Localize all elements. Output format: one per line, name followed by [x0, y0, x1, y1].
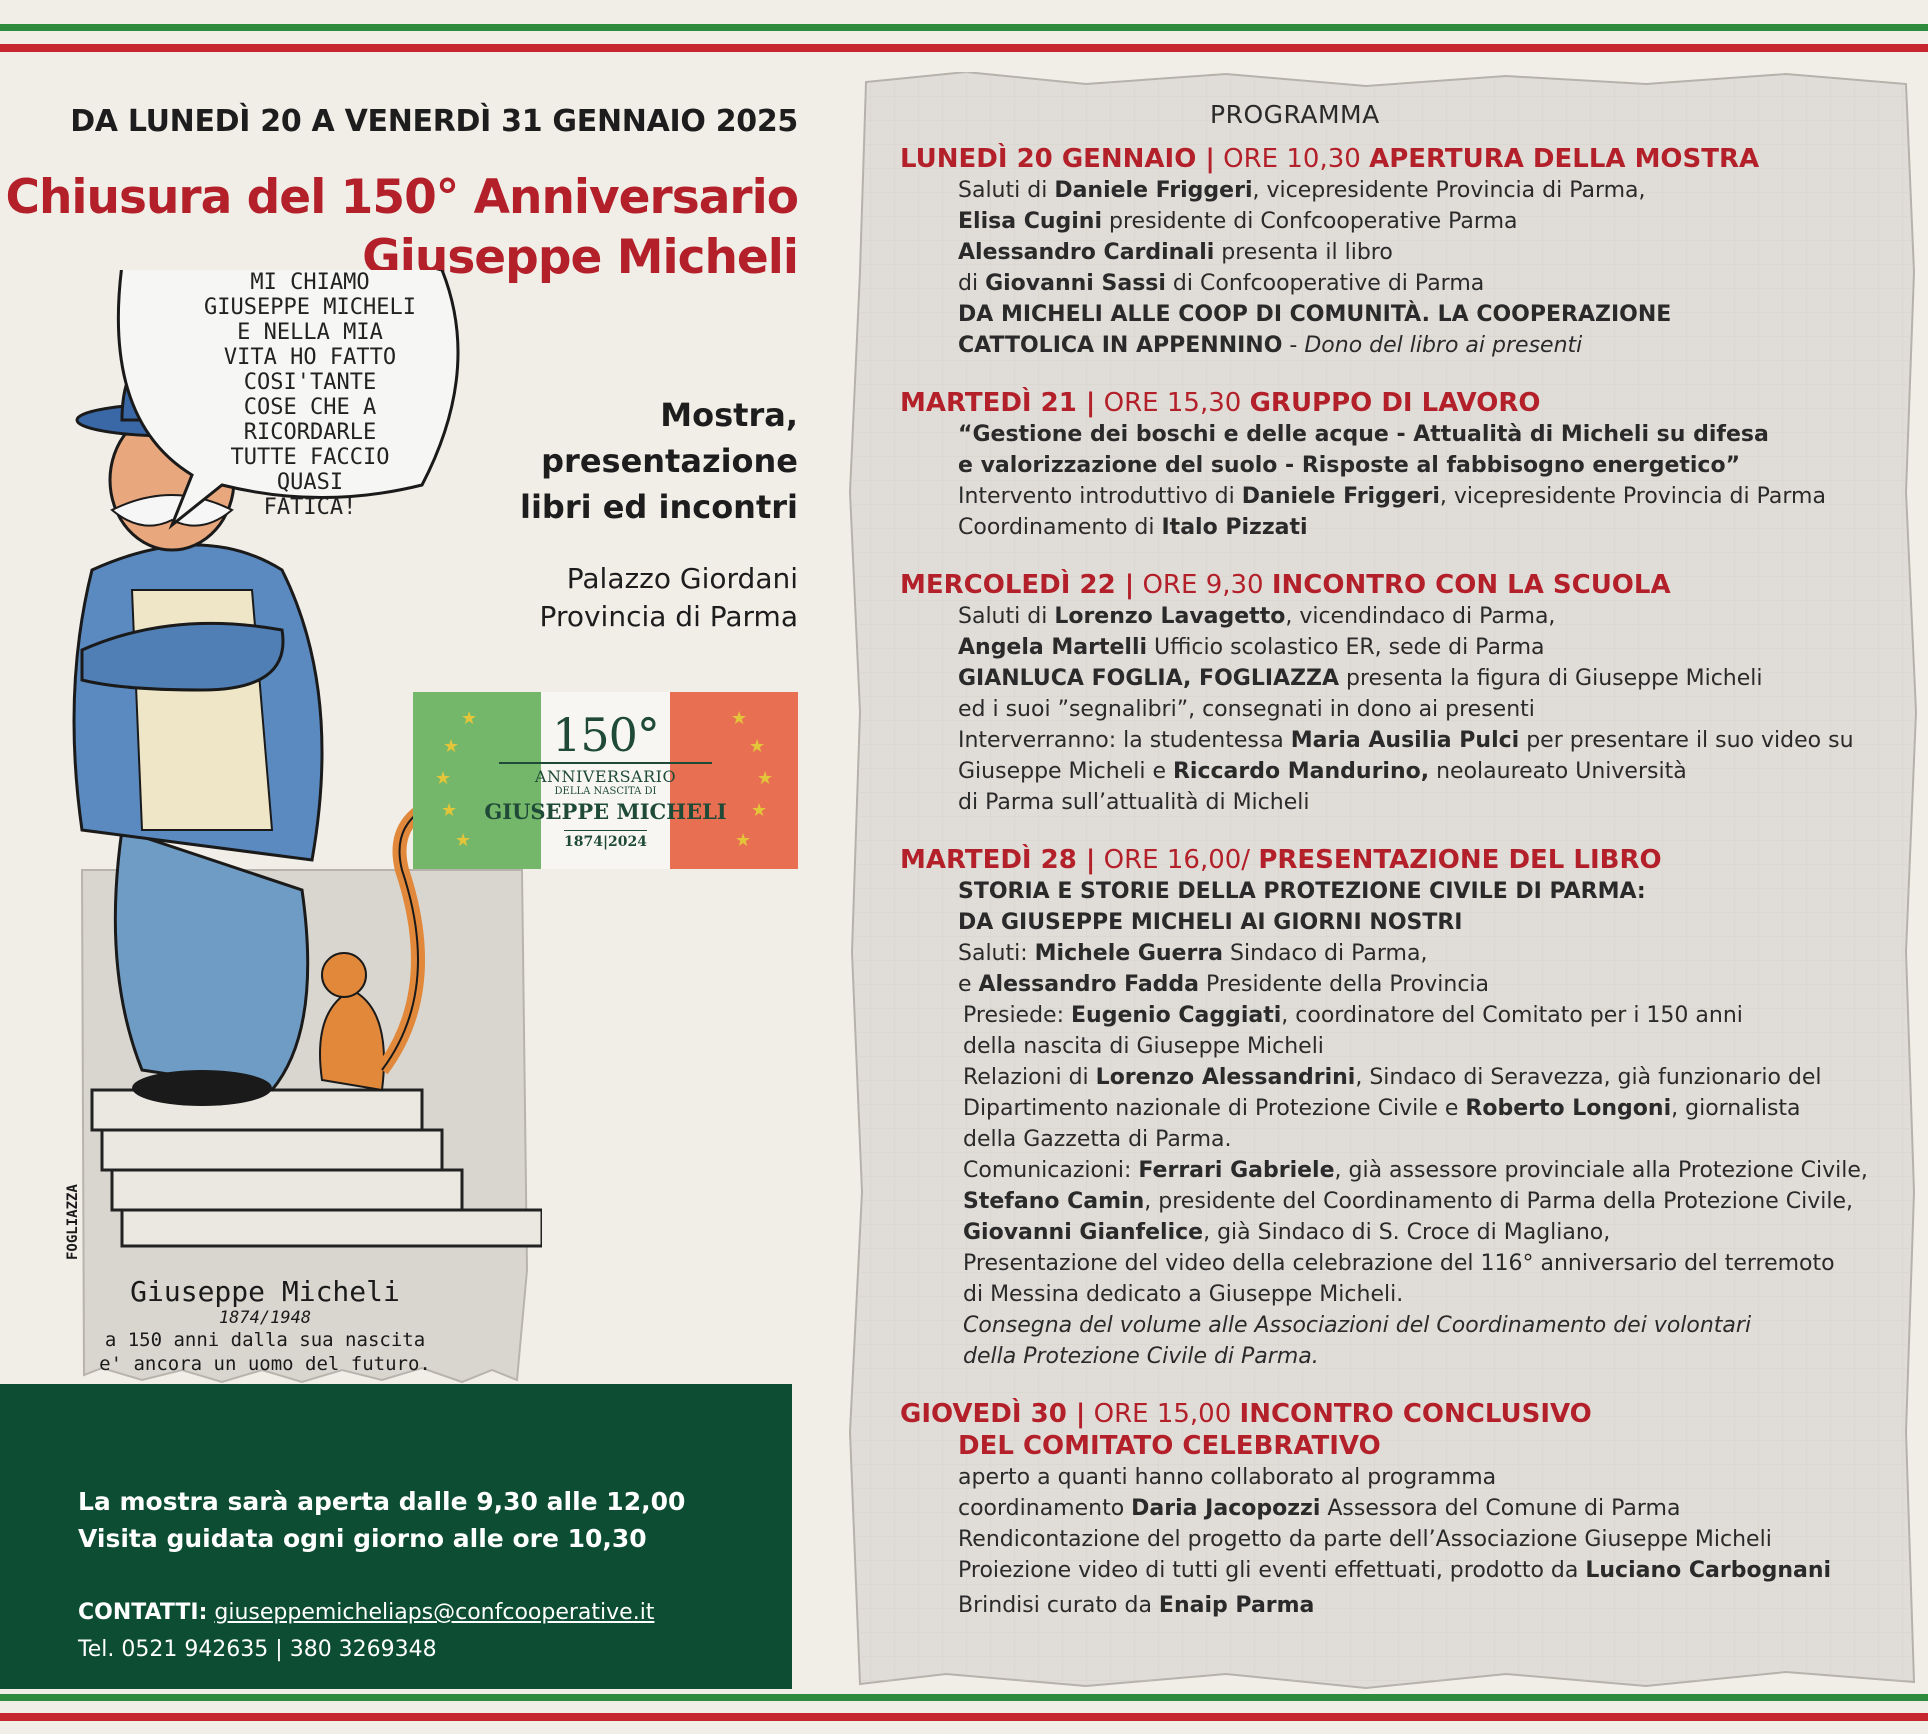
event-time: ORE 10,30	[1223, 144, 1361, 174]
star-icon: ★	[757, 768, 774, 789]
guided-tour-line: Visita guidata ogni giorno alle ore 10,30	[78, 1524, 647, 1553]
text: Dipartimento nazionale di Protezione Civile e	[963, 1096, 1466, 1121]
event-header	[900, 844, 1900, 876]
contacts	[78, 1594, 654, 1668]
book-title: DA GIUSEPPE MICHELI AI GIORNI NOSTRI	[958, 910, 1463, 935]
logo-number: 150°	[552, 708, 659, 762]
bubble-line: RICORDARLE	[243, 420, 377, 445]
program-event	[900, 1398, 1900, 1621]
text: Presidente della Provincia	[1199, 972, 1490, 997]
program-event	[900, 387, 1900, 543]
text: presenta il libro	[1214, 240, 1393, 265]
event-body	[900, 601, 1900, 818]
star-icon: ★	[735, 830, 752, 851]
event-day: MARTEDÌ 28 |	[900, 845, 1096, 875]
speaker-name: Maria Ausilia Pulci	[1290, 728, 1520, 753]
event-subtitle	[520, 392, 798, 530]
star-icon: ★	[443, 736, 460, 757]
star-icon: ★	[751, 800, 768, 821]
text: , già Sindaco di S. Croce di Magliano,	[1203, 1220, 1611, 1245]
event-body	[900, 419, 1900, 543]
text: Assessora del Comune di Parma	[1320, 1496, 1681, 1521]
venue	[540, 560, 798, 636]
text: , presidente del Coordinamento di Parma della Protezione Civile,	[1144, 1189, 1854, 1214]
speaker-name: Lorenzo Alessandrini	[1095, 1065, 1356, 1090]
text: , vicepresidente Provincia di Parma	[1439, 484, 1826, 509]
speaker-name: Daniele Friggeri	[1241, 484, 1440, 509]
speaker-name: Alessandro Fadda	[978, 972, 1200, 997]
text: di Confcooperative di Parma	[1165, 271, 1485, 296]
bubble-line: QUASI	[276, 470, 344, 495]
bubble-line: COSI'TANTE	[243, 370, 377, 395]
speaker-name: Ferrari Gabriele	[1138, 1158, 1335, 1183]
speech-bubble-text	[120, 270, 500, 520]
program-heading: PROGRAMMA	[1210, 100, 1380, 129]
text: Presiede:	[963, 1003, 1071, 1028]
anniversary-logo	[413, 692, 798, 869]
speaker-name: Luciano Carbognani	[1585, 1558, 1832, 1583]
text: Ufficio scolastico ER, sede di Parma	[1147, 635, 1545, 660]
star-icon: ★	[455, 830, 472, 851]
caption-name: Giuseppe Micheli	[130, 1275, 400, 1308]
flag-stripe-bottom-green	[0, 1694, 1928, 1701]
text: aperto a quanti hanno collaborato al programma	[958, 1465, 1497, 1490]
logo-text	[483, 692, 728, 869]
program-list	[900, 143, 1900, 1647]
text: , coordinatore del Comitato per i 150 anni	[1281, 1003, 1743, 1028]
event-title-continued: DEL COMITATO CELEBRATIVO	[958, 1431, 1381, 1461]
caption-line-2: e' ancora un uomo del futuro.	[99, 1353, 431, 1375]
event-header	[900, 143, 1900, 175]
event-title: PRESENTAZIONE DEL LIBRO	[1258, 845, 1662, 875]
flag-stripe-top-red	[0, 44, 1928, 52]
subtitle-line-2: presentazione	[541, 442, 798, 480]
subtitle-line-3: libri ed incontri	[519, 488, 798, 526]
speaker-name: Elisa Cugini	[958, 209, 1103, 234]
star-icon: ★	[731, 708, 748, 729]
text: e	[958, 972, 979, 997]
bubble-line: MI CHIAMO	[250, 270, 370, 295]
event-day: MARTEDÌ 21 |	[900, 388, 1096, 418]
text: per presentare il suo video su	[1519, 728, 1854, 753]
logo-nascita: DELLA NASCITA DI	[554, 786, 657, 797]
bubble-line: GIUSEPPE MICHELI	[204, 295, 416, 320]
text: della Gazzetta di Parma.	[963, 1127, 1232, 1152]
venue-line-2: Provincia di Parma	[539, 600, 798, 633]
logo-years: 1874|2024	[564, 830, 647, 850]
text: Brindisi curato da	[958, 1593, 1159, 1618]
text: , giornalista	[1671, 1096, 1801, 1121]
text: Saluti di	[958, 178, 1055, 203]
text: Giuseppe Micheli e	[958, 759, 1173, 784]
speaker-name: Stefano Camin	[963, 1189, 1145, 1214]
text: ed i suoi ”segnalibri”, consegnati in dono ai presenti	[958, 697, 1535, 722]
program-event	[900, 844, 1900, 1372]
event-title: INCONTRO CON LA SCUOLA	[1271, 570, 1671, 600]
note: Consegna del volume alle Associazioni del Coordinamento dei volontari	[963, 1313, 1752, 1338]
text: Presentazione del video della celebrazione del 116° anniversario del terremoto	[963, 1251, 1835, 1276]
venue-line-1: Palazzo Giordani	[566, 562, 798, 595]
flag-stripe-top-green	[0, 24, 1928, 31]
contact-phone: Tel. 0521 942635 | 380 3269348	[78, 1637, 437, 1662]
event-time: ORE 15,00	[1093, 1399, 1232, 1429]
note: Dono del libro ai presenti	[1304, 333, 1583, 358]
artist-signature: FOGLIAZZA	[65, 1184, 81, 1260]
text: Intervento introduttivo di	[958, 484, 1242, 509]
text: Sindaco di Parma,	[1223, 941, 1428, 966]
text: neolaureato Università	[1429, 759, 1687, 784]
note: della Protezione Civile di Parma.	[963, 1344, 1319, 1369]
event-body	[900, 175, 1900, 361]
event-body	[900, 876, 1900, 1372]
text: Rendicontazione del progetto da parte dell’Associazione Giuseppe Micheli	[958, 1527, 1772, 1552]
title-line-2: Giuseppe Micheli	[362, 230, 798, 285]
speaker-name: Michele Guerra	[1034, 941, 1224, 966]
flag-stripe-bottom-red	[0, 1713, 1928, 1721]
event-header	[900, 1398, 1900, 1430]
bubble-line: COSE CHE A	[243, 395, 377, 420]
text: , vicendindaco di Parma,	[1285, 604, 1556, 629]
speaker-name: Angela Martelli	[958, 635, 1148, 660]
text: coordinamento	[958, 1496, 1132, 1521]
topic: “Gestione dei boschi e delle acque - Attualità di Micheli su difesa	[958, 422, 1769, 447]
hours-line: La mostra sarà aperta dalle 9,30 alle 12,00	[78, 1487, 686, 1516]
event-body	[900, 1462, 1900, 1621]
text: -	[1282, 333, 1305, 358]
text: Comunicazioni:	[963, 1158, 1139, 1183]
text: Proiezione video di tutti gli eventi effettuati, prodotto da	[958, 1558, 1586, 1583]
contacts-label: CONTATTI:	[78, 1600, 208, 1625]
text: Saluti di	[958, 604, 1055, 629]
text: , già assessore provinciale alla Protezione Civile,	[1334, 1158, 1868, 1183]
event-title: INCONTRO CONCLUSIVO	[1239, 1399, 1592, 1429]
title-line-1: Chiusura del 150° Anniversario	[5, 170, 798, 225]
text: Relazioni di	[963, 1065, 1096, 1090]
star-icon: ★	[749, 736, 766, 757]
bubble-line: VITA HO FATTO	[223, 345, 397, 370]
event-time: ORE 9,30	[1142, 570, 1264, 600]
speaker-name: Daniele Friggeri	[1054, 178, 1253, 203]
event-day: LUNEDÌ 20 GENNAIO |	[900, 144, 1215, 174]
text: , Sindaco di Seravezza, già funzionario del	[1355, 1065, 1822, 1090]
speaker-name: Alessandro Cardinali	[958, 240, 1215, 265]
event-day: GIOVEDÌ 30 |	[900, 1399, 1086, 1429]
event-date-range: DA LUNEDÌ 20 A VENERDÌ 31 GENNAIO 2025	[70, 104, 798, 139]
book-title: CATTOLICA IN APPENNINO	[958, 333, 1283, 358]
star-icon: ★	[435, 768, 452, 789]
logo-anniversary: ANNIVERSARIO	[499, 762, 712, 786]
event-time: ORE 16,00/	[1103, 845, 1251, 875]
text: della nascita di Giuseppe Micheli	[963, 1034, 1324, 1059]
text: Interverranno: la studentessa	[958, 728, 1291, 753]
caption-years: 1874/1948	[218, 1308, 312, 1328]
speaker-name: Enaip Parma	[1158, 1593, 1315, 1618]
speaker-name: GIANLUCA FOGLIA, FOGLIAZZA	[958, 666, 1340, 691]
text: , vicepresidente Provincia di Parma,	[1252, 178, 1646, 203]
speaker-name: Eugenio Caggiati	[1071, 1003, 1282, 1028]
speaker-name: Lorenzo Lavagetto	[1054, 604, 1286, 629]
bubble-line: TUTTE FACCIO	[230, 445, 390, 470]
speaker-name: Roberto Longoni	[1465, 1096, 1672, 1121]
event-day: MERCOLEDÌ 22 |	[900, 570, 1135, 600]
speaker-name: Italo Pizzati	[1161, 515, 1308, 540]
book-title: STORIA E STORIE DELLA PROTEZIONE CIVILE DI PARMA:	[958, 879, 1646, 904]
text: Saluti:	[958, 941, 1035, 966]
program-event	[900, 143, 1900, 361]
illustration-caption	[55, 1275, 475, 1376]
text: di Messina dedicato a Giuseppe Micheli.	[963, 1282, 1404, 1307]
speaker-name: Giovanni Sassi	[985, 271, 1166, 296]
text: Coordinamento di	[958, 515, 1162, 540]
star-icon: ★	[441, 800, 458, 821]
speaker-name: Riccardo Mandurino,	[1172, 759, 1430, 784]
event-title: APERTURA DELLA MOSTRA	[1369, 144, 1760, 174]
program-event	[900, 569, 1900, 818]
speaker-name: Giovanni Gianfelice	[963, 1220, 1204, 1245]
text: presenta la figura di Giuseppe Micheli	[1339, 666, 1763, 691]
contact-email-link[interactable]: giuseppemicheliaps@confcooperative.it	[214, 1600, 655, 1625]
text: presidente di Confcooperative Parma	[1102, 209, 1518, 234]
book-title: DA MICHELI ALLE COOP DI COMUNITÀ. LA COOPERAZIONE	[958, 302, 1672, 327]
text: di	[958, 271, 986, 296]
star-icon: ★	[461, 708, 478, 729]
caption-line-1: a 150 anni dalla sua nascita	[104, 1329, 426, 1351]
event-title: GRUPPO DI LAVORO	[1249, 388, 1541, 418]
topic: e valorizzazione del suolo - Risposte al fabbisogno energetico”	[958, 453, 1741, 478]
event-header	[900, 387, 1900, 419]
bubble-line: E NELLA MIA	[237, 320, 383, 345]
subtitle-line-1: Mostra,	[660, 396, 798, 434]
speaker-name: Daria Jacopozzi	[1131, 1496, 1321, 1521]
bubble-line: FATICA!	[263, 495, 357, 520]
logo-name: GIUSEPPE MICHELI	[484, 799, 727, 824]
event-time: ORE 15,30	[1103, 388, 1242, 418]
event-header	[900, 569, 1900, 601]
text: di Parma sull’attualità di Micheli	[958, 790, 1310, 815]
opening-hours	[78, 1483, 685, 1557]
